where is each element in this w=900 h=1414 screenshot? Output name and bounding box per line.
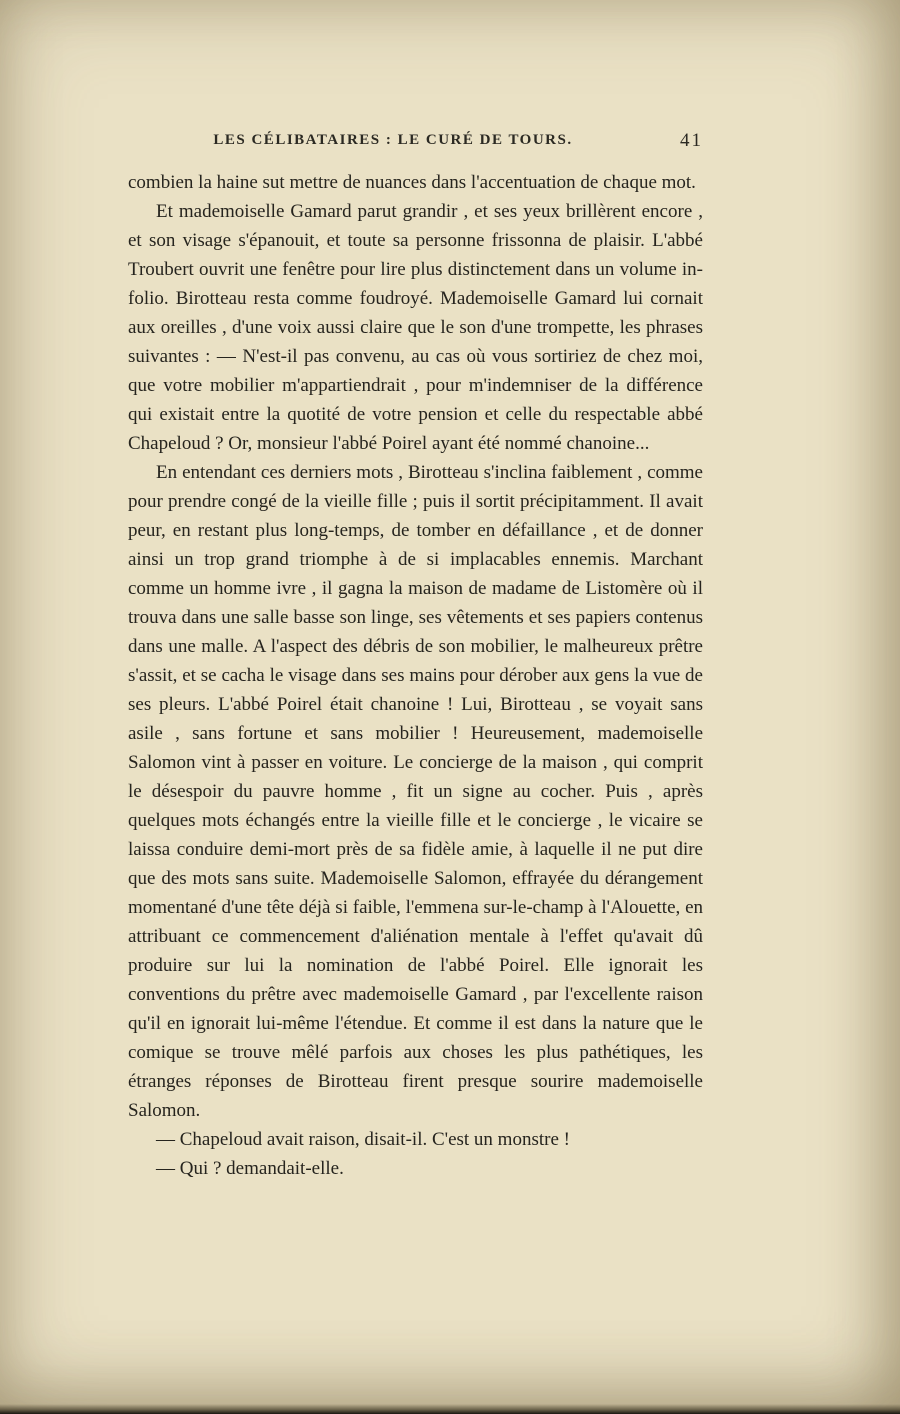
book-page [128, 132, 703, 1183]
scan-bottom-edge [0, 1404, 900, 1414]
paragraph: Et mademoiselle Gamard parut grandir , et ses yeux brillèrent encore , et son visage s'épanouit, et toute sa personne frissonna de plaisir. L'abbé Troubert ouvrit une fenêtre pour lire plus distinctement dans un volume in-folio. Birotteau resta comme foudroyé. Mademoiselle Gamard lui cornait aux oreilles , d'une voix aussi claire que le son d'une trompette, les phrases suivantes : — N'est-il pas convenu, au cas où vous sortiriez de chez moi, que votre mobilier m'appartiendrait , pour m'indemniser de la différence qui existait entre la quotité de votre pension et celle du respectable abbé Chapeloud ? Or, monsieur l'abbé Poirel ayant été nommé chanoine... [128, 201, 703, 454]
header-title: LES CÉLIBATAIRES : LE CURÉ DE TOURS. [213, 132, 573, 148]
paragraph: En entendant ces derniers mots , Birotteau s'inclina faiblement , comme pour prendre congé de la vieille fille ; puis il sortit précipitamment. Il avait peur, en restant plus long-temps, de tomber en défaillance , et de donner ainsi un trop grand triomphe à de si implacables ennemis. Marchant comme un homme ivre , il gagna la maison de madame de Listomère où il trouva dans une salle basse son linge, ses vêtements et ses papiers contenus dans une malle. A l'aspect des débris de son mobilier, le malheureux prêtre s'assit, et se cacha le visage dans ses mains pour dérober aux gens la vue de ses pleurs. L'abbé Poirel était chanoine ! Lui, Birotteau , se voyait sans asile , sans fortune et sans mobilier ! Heureusement, mademoiselle Salomon vint à passer en voiture. Le concierge de la maison , qui comprit le désespoir du pauvre homme , fit un signe au cocher. Puis , après quelques mots échangés entre la vieille fille et le concierge , le vicaire se laissa conduire demi-mort près de sa fidèle amie, à laquelle il ne put dire que des mots sans suite. Mademoiselle Salomon, effrayée du dérangement momentané d'une tête déjà si faible, l'emmena sur-le-champ à l'Alouette, en attribuant ce commencement d'aliénation mentale à l'effet qu'avait dû produire sur lui la nomination de l'abbé Poirel. Elle ignorait les conventions du prêtre avec mademoiselle Gamard , par l'excellente raison qu'il en ignorait lui-même l'étendue. Et comme il est dans la nature que le comique se trouve mêlé parfois aux choses les plus pathétiques, les étranges réponses de Birotteau firent presque sourire mademoiselle Salomon. [128, 462, 703, 1121]
paragraph: — Qui ? demandait-elle. [156, 1158, 344, 1179]
paragraph: — Chapeloud avait raison, disait-il. C'est un monstre ! [156, 1129, 570, 1150]
paragraph: combien la haine sut mettre de nuances dans l'accentuation de chaque mot. [128, 172, 696, 193]
page-number: 41 [680, 130, 703, 151]
running-header [128, 132, 703, 156]
page-text [128, 168, 703, 1183]
